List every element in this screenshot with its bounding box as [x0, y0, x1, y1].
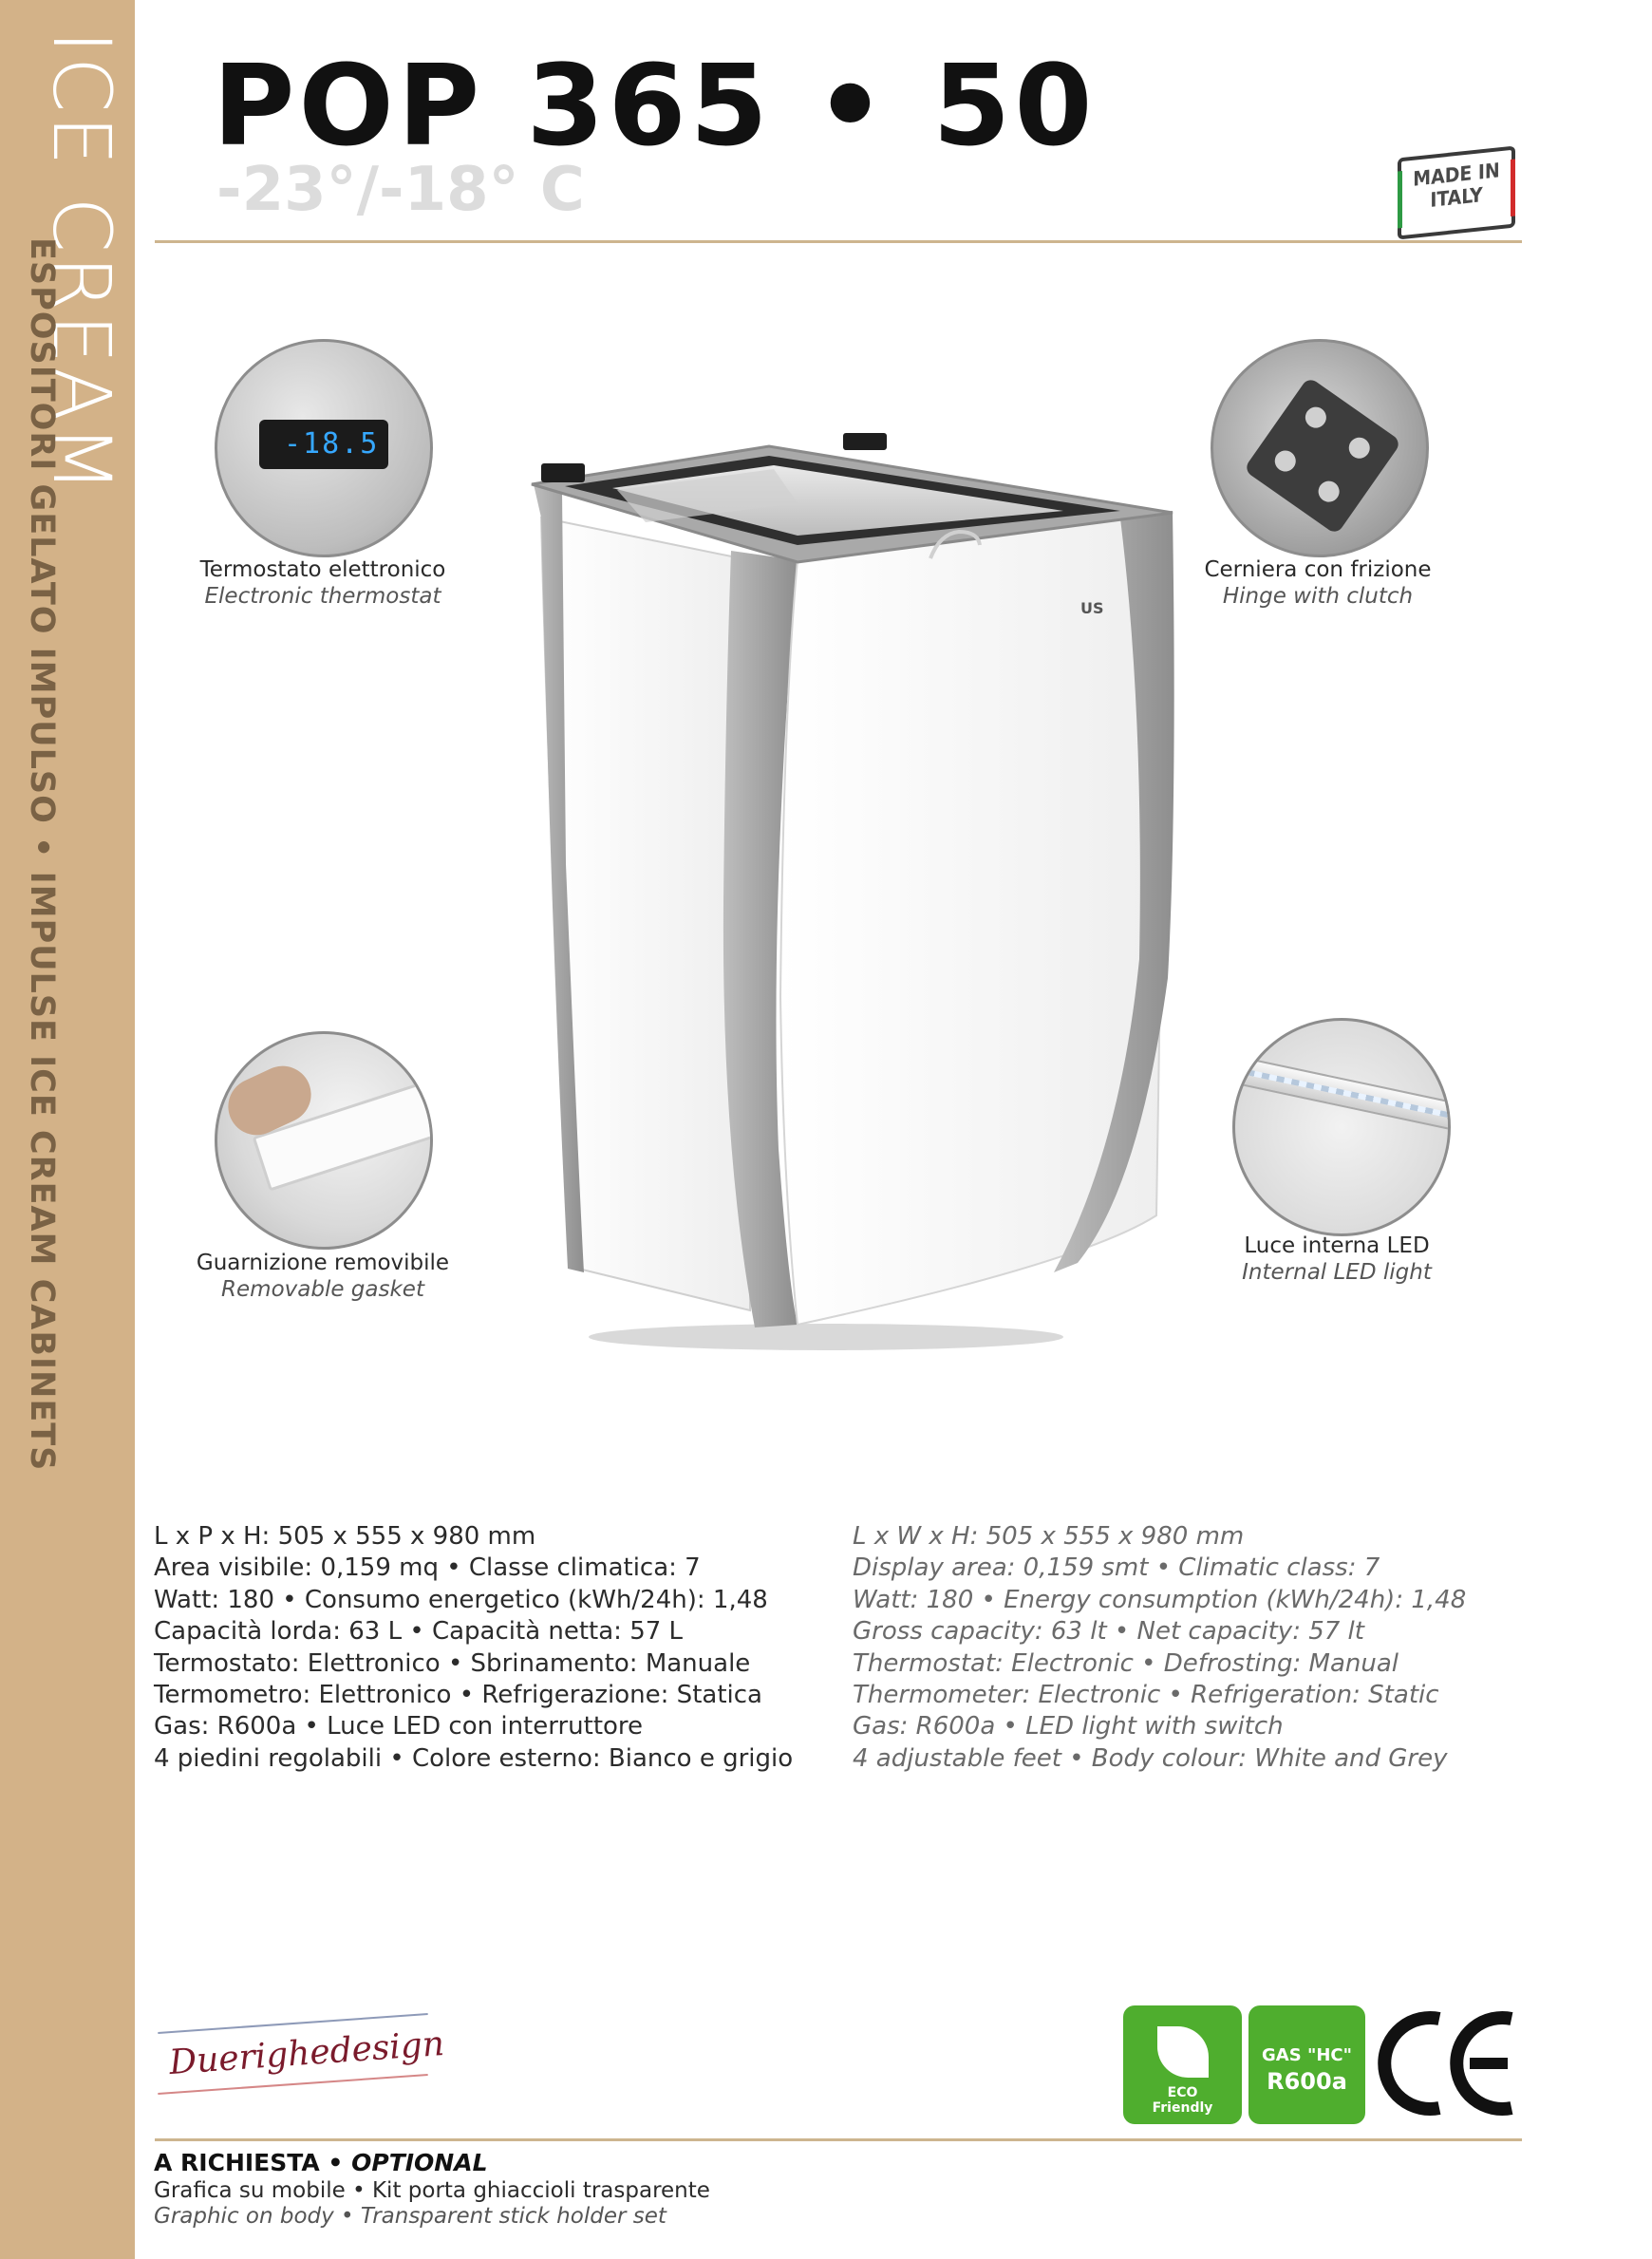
- design-signature: [158, 2021, 446, 2087]
- optional-title-it: A RICHIESTA •: [154, 2149, 344, 2176]
- spec-line-it: Termometro: Elettronico • Refrigerazione: Statica: [154, 1681, 762, 1710]
- signature-text: Duerighedesign: [167, 2024, 446, 2083]
- category-subtitle: ESPOSITORI GELATO IMPULSO • IMPULSE ICE CREAM CABINETS: [23, 237, 61, 1472]
- spec-line-en: Display area: 0,159 smt • Climatic class: 7: [853, 1553, 1380, 1583]
- hinge-caption-en: Hinge with clutch: [1222, 584, 1414, 609]
- eco-friendly-logo: [1123, 2005, 1242, 2124]
- spec-line-it: Capacità lorda: 63 L • Capacità netta: 57 L: [154, 1617, 684, 1647]
- footer-divider: [155, 2138, 1522, 2141]
- made-in-italy-text: MADE IN ITALY: [1413, 159, 1500, 212]
- temperature-range: -23°/-18° C: [216, 155, 585, 225]
- gasket-caption-en: Removable gasket: [221, 1277, 424, 1302]
- ce-mark-icon: [1377, 2002, 1519, 2125]
- hinge-caption-it: Cerniera con frizione: [1204, 557, 1432, 582]
- spec-line-it: Gas: R600a • Luce LED con interruttore: [154, 1712, 644, 1741]
- spec-line-en: L x W x H: 505 x 555 x 980 mm: [853, 1522, 1245, 1551]
- thermostat-photo: [215, 339, 433, 557]
- product-logo: US: [1080, 599, 1104, 617]
- led-photo: [1232, 1018, 1451, 1236]
- led-strip-icon: [1232, 1054, 1451, 1133]
- gasket-caption: [152, 1250, 494, 1303]
- leaf-icon: [1157, 2026, 1209, 2078]
- thermostat-caption-en: Electronic thermostat: [204, 584, 441, 609]
- thermostat-display: [259, 420, 388, 469]
- spec-line-en: 4 adjustable feet • Body colour: White and Grey: [853, 1743, 1448, 1773]
- thermostat-caption: [152, 556, 494, 610]
- optional-items-it: Grafica su mobile • Kit porta ghiaccioli trasparente: [154, 2178, 710, 2203]
- hinge-photo: [1211, 339, 1429, 557]
- spec-line-it: 4 piedini regolabili • Colore esterno: Bianco e grigio: [154, 1743, 794, 1773]
- led-caption-en: Internal LED light: [1242, 1260, 1432, 1285]
- optional-title-en: OPTIONAL: [351, 2149, 488, 2176]
- spec-line-it: L x P x H: 505 x 555 x 980 mm: [154, 1522, 536, 1551]
- specs-italian: [154, 1521, 793, 1775]
- led-caption: [1166, 1233, 1508, 1286]
- header-divider: [155, 240, 1522, 243]
- hinge-caption: [1147, 556, 1489, 610]
- category-label: ICE CREAM: [35, 30, 128, 497]
- gas-hc-logo: [1248, 2005, 1365, 2124]
- optional-title: [154, 2149, 488, 2176]
- product-title: POP 365 • 50: [213, 40, 1097, 171]
- made-in-italy-badge: [1398, 152, 1515, 234]
- thermostat-reading: -18.5: [284, 427, 380, 461]
- gas-type-text: R600a: [1267, 2068, 1347, 2095]
- spec-line-it: Area visibile: 0,159 mq • Classe climatica: 7: [154, 1553, 701, 1583]
- spec-line-en: Gas: R600a • LED light with switch: [853, 1712, 1284, 1741]
- led-caption-it: Luce interna LED: [1244, 1233, 1430, 1258]
- spec-line-en: Thermometer: Electronic • Refrigeration: Static: [853, 1681, 1439, 1710]
- gasket-caption-it: Guarnizione removibile: [196, 1251, 450, 1275]
- spec-line-en: Watt: 180 • Energy consumption (kWh/24h): 1,48: [853, 1585, 1467, 1614]
- gas-hc-text: GAS "HC": [1262, 2045, 1352, 2065]
- side-band: [0, 0, 135, 2259]
- spec-line-en: Gross capacity: 63 lt • Net capacity: 57 lt: [853, 1617, 1364, 1647]
- gasket-photo: [215, 1031, 433, 1250]
- eco-friendly-text: ECO Friendly: [1152, 2085, 1213, 2116]
- spec-line-it: Termostato: Elettronico • Sbrinamento: Manuale: [154, 1648, 751, 1678]
- optional-items-en: Graphic on body • Transparent stick holder set: [154, 2204, 666, 2229]
- hinge-icon: [1243, 376, 1401, 535]
- specs-english: [853, 1521, 1466, 1775]
- thermostat-caption-it: Termostato elettronico: [199, 557, 446, 582]
- spec-line-en: Thermostat: Electronic • Defrosting: Manual: [853, 1648, 1399, 1678]
- freezer-illustration: [513, 427, 1177, 1358]
- spec-line-it: Watt: 180 • Consumo energetico (kWh/24h): 1,48: [154, 1585, 768, 1614]
